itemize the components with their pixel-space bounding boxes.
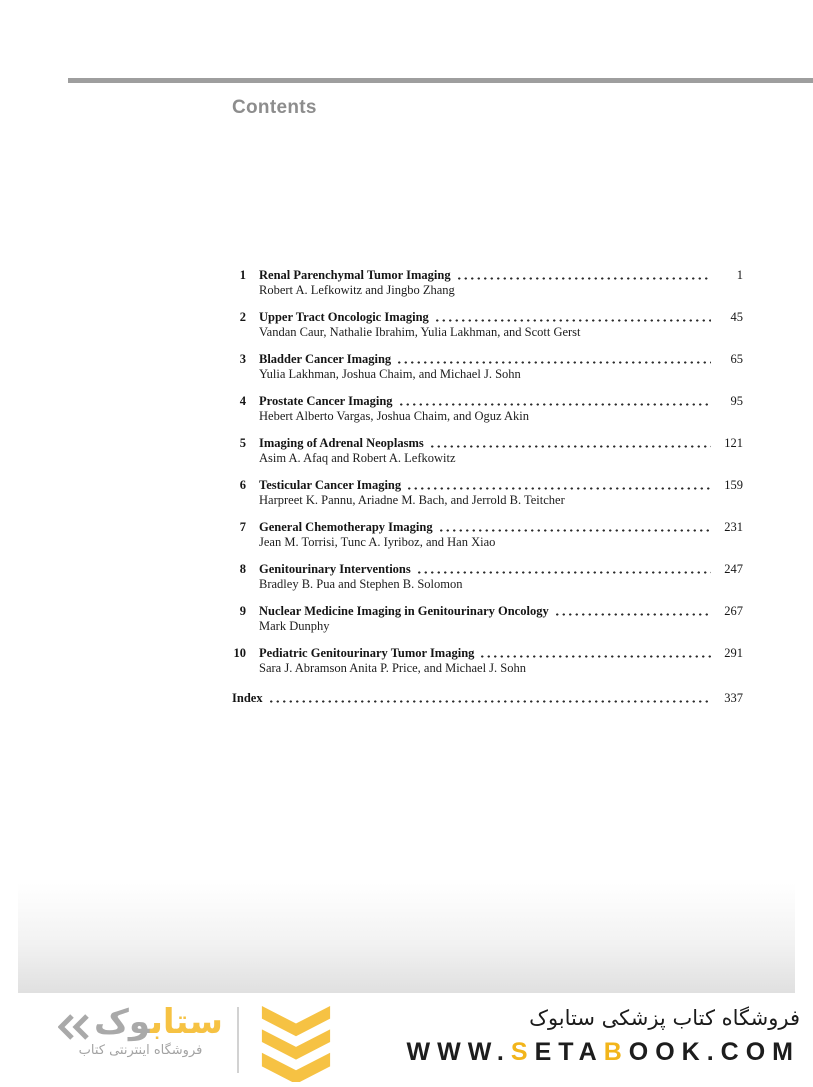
chevron-emblem-icon (251, 1006, 341, 1087)
chapter-page-number: 45 (730, 310, 743, 324)
toc-entry-body (259, 519, 743, 550)
toc-entry-body (259, 393, 743, 424)
chapter-title: Bladder Cancer Imaging (259, 352, 392, 366)
dot-leader (398, 403, 711, 406)
chapter-number: 6 (239, 478, 246, 492)
dot-leader (434, 319, 711, 322)
toc-entry (232, 435, 743, 466)
page-bottom-shadow (18, 883, 795, 993)
brand-wordmark (58, 1002, 223, 1042)
dot-leader (396, 361, 711, 364)
header-rule (68, 78, 813, 83)
toc-title-row (259, 645, 743, 661)
chapter-page-number: 95 (730, 394, 743, 408)
site-info (407, 1002, 800, 1067)
chapter-authors: Jean M. Torrisi, Tunc A. Iyriboz, and Han Xiao (259, 535, 496, 549)
chapter-authors: Sara J. Abramson Anita P. Price, and Michael J. Sohn (259, 661, 526, 675)
chapter-title: Pediatric Genitourinary Tumor Imaging (259, 646, 475, 660)
toc-entry (232, 645, 743, 676)
chapter-page-number: 1 (736, 268, 743, 282)
double-chevron-left-icon (58, 1014, 92, 1040)
toc-entry-body (259, 603, 743, 634)
url-segment: S (510, 1038, 535, 1066)
brand-wordmark-block (58, 1002, 223, 1058)
toc-entry (232, 309, 743, 340)
chapter-number: 7 (239, 520, 246, 534)
table-of-contents (232, 267, 743, 706)
index-page-number: 337 (724, 691, 743, 705)
chapter-title: Imaging of Adrenal Neoplasms (259, 436, 424, 450)
toc-entry-body (259, 309, 743, 340)
toc-entry-body (259, 351, 743, 382)
toc-entry (232, 267, 743, 298)
toc-entry-body (259, 477, 743, 508)
chapter-number: 4 (239, 394, 246, 408)
toc-title-row (259, 477, 743, 493)
chapter-number: 5 (239, 436, 246, 450)
toc-index-row (232, 690, 743, 706)
chapter-page-number: 291 (724, 646, 743, 660)
dot-leader (456, 277, 711, 280)
toc-title-row (259, 309, 743, 325)
toc-entry-body (259, 267, 743, 298)
chapter-page-number: 267 (724, 604, 743, 618)
dot-leader (554, 613, 711, 616)
chapter-number: 1 (239, 268, 246, 282)
brand-wordmark-yellow: ستاب (150, 1002, 223, 1042)
chapter-title: Genitourinary Interventions (259, 562, 411, 576)
url-segment: OOK.COM (628, 1038, 800, 1066)
toc-title-row (259, 519, 743, 535)
chapter-title: Nuclear Medicine Imaging in Genitourinary Oncology (259, 604, 549, 618)
toc-title-row (259, 561, 743, 577)
chapter-authors: Vandan Caur, Nathalie Ibrahim, Yulia Lakhman, and Scott Gerst (259, 325, 581, 339)
dot-leader (268, 700, 711, 703)
chapter-number: 3 (239, 352, 246, 366)
chapter-page-number: 65 (730, 352, 743, 366)
brand-wordmark-gray: وک (94, 1002, 151, 1042)
toc-title-row (259, 393, 743, 409)
chapter-authors: Bradley B. Pua and Stephen B. Solomon (259, 577, 463, 591)
chapter-page-number: 231 (724, 520, 743, 534)
chapter-authors: Yulia Lakhman, Joshua Chaim, and Michael J. Sohn (259, 367, 521, 381)
toc-entry-body (259, 435, 743, 466)
chapter-page-number: 121 (724, 436, 743, 450)
url-segment: ETA (534, 1038, 604, 1066)
toc-entry (232, 519, 743, 550)
chapter-title: Upper Tract Oncologic Imaging (259, 310, 429, 324)
dot-leader (479, 655, 711, 658)
watermark-footer (58, 1002, 800, 1080)
brand-logo (58, 1002, 341, 1087)
toc-entry (232, 561, 743, 592)
chapter-authors: Mark Dunphy (259, 619, 330, 633)
toc-title-row (259, 603, 743, 619)
dot-leader (416, 571, 711, 574)
toc-entry (232, 393, 743, 424)
toc-list (232, 267, 743, 676)
brand-subtitle: فروشگاه اینترنتی کتاب (78, 1043, 203, 1058)
toc-index-title-row (232, 690, 743, 706)
url-segment: WWW. (406, 1038, 511, 1066)
toc-entry-body (259, 645, 743, 676)
toc-title-row (259, 435, 743, 451)
dot-leader (438, 529, 711, 532)
chapter-page-number: 159 (724, 478, 743, 492)
chapter-number: 2 (239, 310, 246, 324)
chapter-page-number: 247 (724, 562, 743, 576)
brand-divider (237, 1007, 239, 1073)
chapter-authors: Asim A. Afaq and Robert A. Lefkowitz (259, 451, 456, 465)
dot-leader (429, 445, 711, 448)
store-name: فروشگاه کتاب پزشکی ستابوک (529, 1006, 800, 1030)
toc-entry (232, 477, 743, 508)
chapter-authors: Harpreet K. Pannu, Ariadne M. Bach, and Jerrold B. Teitcher (259, 493, 565, 507)
chapter-title: Testicular Cancer Imaging (259, 478, 402, 492)
index-title: Index (232, 691, 263, 705)
chapter-title: Prostate Cancer Imaging (259, 394, 393, 408)
toc-title-row (259, 267, 743, 283)
toc-entry-body (259, 561, 743, 592)
dot-leader (406, 487, 711, 490)
page-title: Contents (232, 97, 317, 118)
chapter-authors: Robert A. Lefkowitz and Jingbo Zhang (259, 283, 455, 297)
chapter-authors: Hebert Alberto Vargas, Joshua Chaim, and Oguz Akin (259, 409, 529, 423)
chapter-number: 8 (239, 562, 246, 576)
website-url (407, 1038, 800, 1067)
chapter-number: 9 (239, 604, 246, 618)
toc-entry (232, 351, 743, 382)
toc-entry (232, 603, 743, 634)
url-segment: B (603, 1038, 629, 1066)
chapter-title: General Chemotherapy Imaging (259, 520, 433, 534)
chapter-title: Renal Parenchymal Tumor Imaging (259, 268, 451, 282)
brand-wordmark-text (94, 1002, 223, 1042)
toc-title-row (259, 351, 743, 367)
chapter-number: 10 (233, 646, 246, 660)
